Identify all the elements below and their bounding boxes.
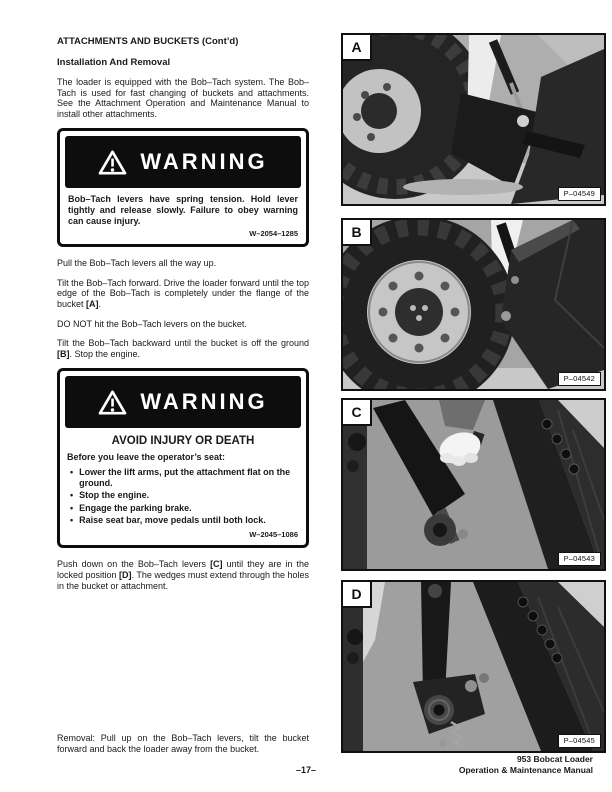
figure-caption: P–04542 bbox=[558, 372, 601, 386]
warning-bullet-list bbox=[65, 467, 301, 525]
step-do-not-hit: DO NOT hit the Bob–Tach levers on the bucket. bbox=[57, 318, 247, 329]
warning-title: WARNING bbox=[140, 149, 268, 175]
warning-box-spring-tension bbox=[57, 128, 309, 247]
figure-caption: P–04549 bbox=[558, 187, 601, 201]
removal-paragraph: Removal: Pull up on the Bob–Tach levers, tilt the bucket forward and back the loader away from the bucket. bbox=[57, 733, 309, 754]
bullet-icon: • bbox=[70, 490, 74, 501]
warning-subtitle: AVOID INJURY OR DEATH bbox=[111, 435, 255, 448]
warning-body-text: Bob–Tach levers have spring tension. Hold lever tightly and release slowly. Failure to obey warning can cause injury. bbox=[68, 194, 298, 226]
warning-triangle-icon bbox=[98, 390, 127, 415]
bullet-icon: • bbox=[70, 514, 74, 525]
text-column bbox=[57, 36, 309, 600]
warning-bullet-item: • Raise seat bar, move pedals until both lock. bbox=[70, 514, 266, 525]
warning-bullet-item: • Stop the engine. bbox=[70, 490, 150, 501]
warning-box-avoid-injury bbox=[57, 368, 309, 548]
intro-paragraph: The loader is equipped with the Bob–Tach system. The Bob–Tach is used for fast changing of buckets and attachments. See the Attachment Operation and Maintenance Manual to install other attachments. bbox=[57, 77, 309, 119]
warning-triangle-icon bbox=[98, 150, 127, 175]
warning-bullet-item: • Engage the parking brake. bbox=[70, 502, 192, 513]
step-pull-levers: Pull the Bob–Tach levers all the way up. bbox=[57, 258, 217, 269]
warning-header-band bbox=[65, 136, 301, 188]
footer-doc-line1: 953 Bobcat Loader bbox=[516, 754, 593, 764]
step-tilt-backward: Tilt the Bob–Tach backward until the bucket is off the ground [B]. Stop the engine. bbox=[57, 338, 309, 359]
figure-caption: P–04543 bbox=[558, 552, 601, 566]
footer-doc-line2: Operation & Maintenance Manual bbox=[458, 764, 593, 775]
document-footer bbox=[459, 754, 593, 775]
warning-bullet-item: • Lower the lift arms, put the attachment flat on the ground. bbox=[70, 467, 291, 488]
figure-d bbox=[341, 580, 606, 753]
figure-label: A bbox=[343, 35, 372, 61]
warning-lead-text: Before you leave the operator’s seat: bbox=[67, 452, 226, 463]
figure-a bbox=[341, 33, 606, 206]
warning-code: W–2054–1285 bbox=[249, 229, 298, 239]
figure-ref-d: [D] bbox=[119, 569, 132, 580]
figure-label: D bbox=[343, 582, 372, 608]
warning-code: W–2045–1086 bbox=[249, 530, 298, 540]
bullet-icon: • bbox=[70, 467, 74, 478]
section-title: ATTACHMENTS AND BUCKETS (Cont’d) bbox=[57, 36, 239, 47]
figure-c bbox=[341, 398, 606, 571]
figure-c-photo bbox=[343, 400, 604, 569]
step-push-down: Push down on the Bob–Tach levers [C] until they are in the locked position [D]. The wedges must extend through the holes in the bucket or attachment. bbox=[57, 559, 309, 591]
figure-caption: P–04545 bbox=[558, 734, 601, 748]
figure-b bbox=[341, 218, 606, 391]
figure-label: C bbox=[343, 400, 372, 426]
warning-title: WARNING bbox=[140, 389, 268, 415]
bullet-icon: • bbox=[70, 502, 74, 513]
figure-a-photo bbox=[343, 35, 604, 204]
subsection-title: Installation And Removal bbox=[57, 57, 171, 68]
warning-header-band bbox=[65, 376, 301, 428]
figure-d-photo bbox=[343, 582, 604, 751]
figure-label: B bbox=[343, 220, 372, 246]
figure-ref-c: [C] bbox=[210, 559, 223, 570]
figure-b-photo bbox=[343, 220, 604, 389]
figure-ref-b: [B] bbox=[57, 348, 70, 359]
figure-ref-a: [A] bbox=[86, 298, 99, 309]
step-tilt-forward: Tilt the Bob–Tach forward. Drive the loader forward until the top edge of the Bob–Tach is completely under the flange of the bucket [A]. bbox=[57, 277, 309, 309]
page-number: –17– bbox=[295, 765, 317, 775]
